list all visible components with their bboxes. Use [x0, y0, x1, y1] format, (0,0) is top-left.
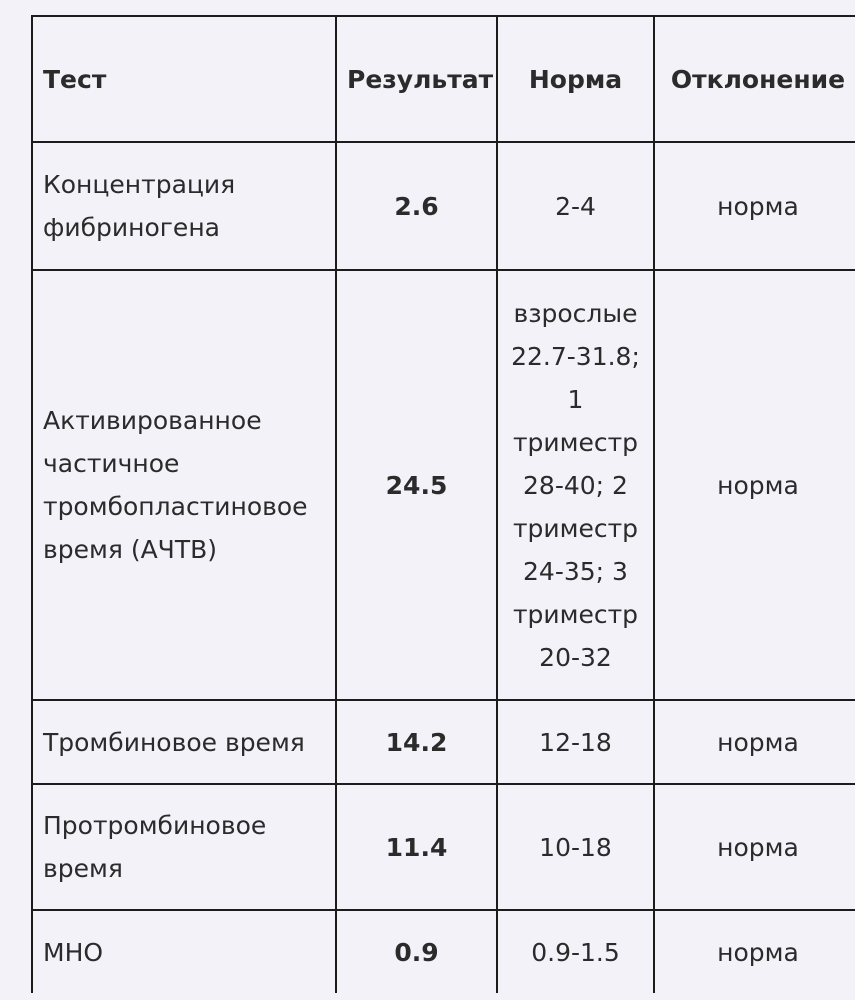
cell-result: 24.5	[336, 270, 497, 700]
header-deviation: Отклонение	[654, 16, 855, 142]
cell-deviation: норма	[654, 700, 855, 784]
cell-norm: 0.9-1.5	[497, 910, 654, 993]
table-row	[32, 910, 855, 993]
cell-norm: взрослые 22.7-31.8; 1 триместр 28-40; 2 триместр 24-35; 3 триместр 20-32	[497, 270, 654, 700]
cell-test: Тромбиновое время	[32, 700, 336, 784]
cell-norm: 12-18	[497, 700, 654, 784]
cell-deviation: норма	[654, 270, 855, 700]
cell-norm: 2-4	[497, 142, 654, 270]
table-row	[32, 784, 855, 910]
cell-result: 11.4	[336, 784, 497, 910]
header-norm: Норма	[497, 16, 654, 142]
cell-test: Концентрация фибриногена	[32, 142, 336, 270]
coagulation-results-table	[31, 15, 855, 993]
table-header-row	[32, 16, 855, 142]
cell-test: Активированное частичное тромбопластиновое время (АЧТВ)	[32, 270, 336, 700]
cell-test: МНО	[32, 910, 336, 993]
cell-deviation: норма	[654, 784, 855, 910]
cell-result: 14.2	[336, 700, 497, 784]
cell-result: 0.9	[336, 910, 497, 993]
table-row	[32, 700, 855, 784]
cell-deviation: норма	[654, 910, 855, 993]
cell-deviation: норма	[654, 142, 855, 270]
table-row	[32, 142, 855, 270]
cell-norm: 10-18	[497, 784, 654, 910]
cell-test: Протромбиновое время	[32, 784, 336, 910]
results-table-container	[31, 15, 855, 993]
cell-result: 2.6	[336, 142, 497, 270]
header-result: Результат	[336, 16, 497, 142]
table-row	[32, 270, 855, 700]
header-test: Тест	[32, 16, 336, 142]
